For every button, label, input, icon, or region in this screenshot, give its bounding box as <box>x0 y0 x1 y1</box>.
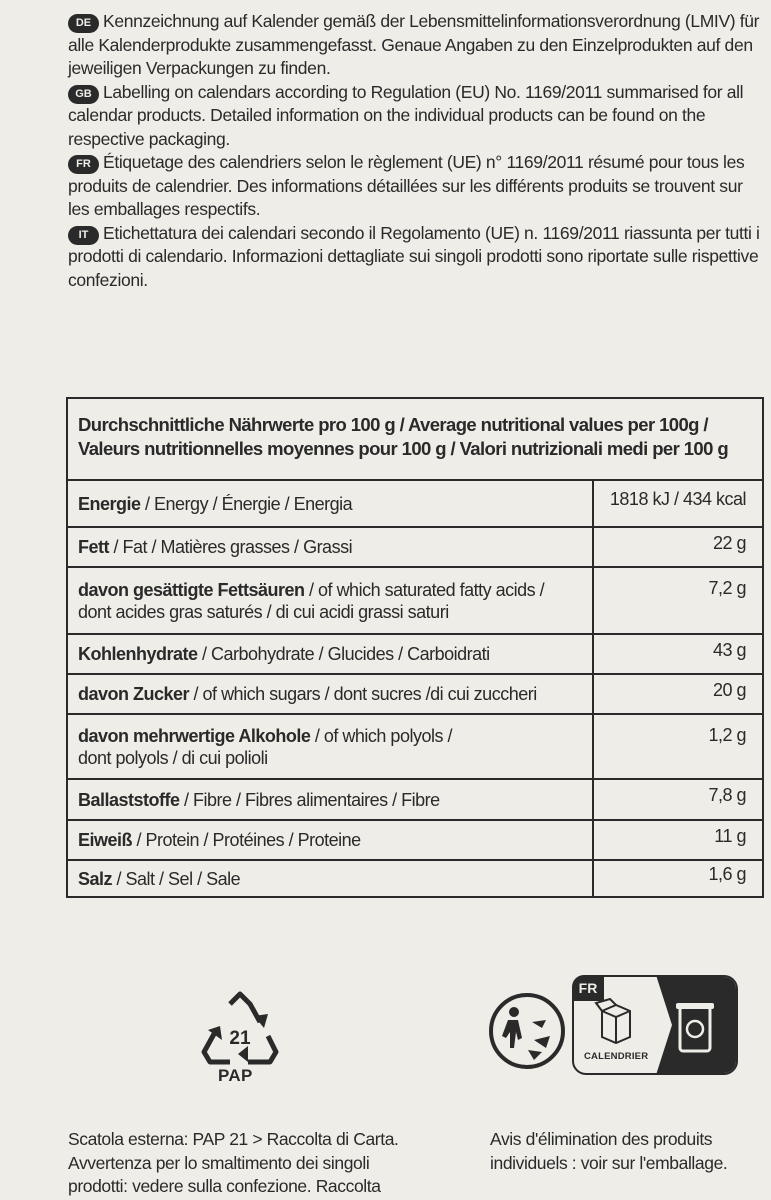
lang-badge-fr: FR <box>68 155 99 174</box>
intro-fr-text: Étiquetage des calendriers selon le règlement (UE) n° 1169/2011 résumé pour tous les produits de calendrier. Des informations détaillées sur les différents produits se trouvent sur les emballages respectifs. <box>68 152 745 219</box>
nutrition-label <box>68 675 594 713</box>
triman-caption: CALENDRIER <box>584 1051 649 1062</box>
nutrition-row-carbohydrate <box>68 633 762 673</box>
nutrition-label <box>68 528 594 566</box>
nutrient-name: davon gesättigte Fettsäuren <box>78 579 305 600</box>
lang-badge-it: IT <box>68 226 99 245</box>
nutrition-row-saturates <box>68 566 762 633</box>
nutrition-value: 1,2 g <box>708 725 746 745</box>
intro-text <box>68 10 764 292</box>
recycling-label: PAP <box>218 1066 253 1085</box>
intro-gb <box>68 81 764 152</box>
nutrient-translations: / Carbohydrate / Glucides / Carboidrati <box>197 644 490 664</box>
nutrient-name: Energie <box>78 493 141 514</box>
nutrition-label <box>68 821 594 859</box>
triman-person-arrows-icon <box>488 992 566 1070</box>
intro-fr <box>68 151 764 222</box>
intro-de-text: Kennzeichnung auf Kalender gemäß der Lebensmittelinformationsverordnung (LMIV) für alle Kalenderprodukte zusammengefasst. Genaue Angaben zu den Einzelprodukten auf den jeweiligen Verpackungen zu finden. <box>68 11 760 78</box>
nutrient-name: Eiweiß <box>78 830 133 850</box>
nutrient-name: davon Zucker <box>78 684 190 704</box>
lang-badge-gb: GB <box>68 85 99 104</box>
nutrient-translations: / of which sugars / dont sucres /di cui zuccheri <box>189 684 537 704</box>
recycling-code: 21 <box>229 1028 251 1049</box>
nutrition-value: 43 g <box>712 639 746 660</box>
disposal-text-fr: Avis d'élimination des produits individuels : voir sur l'emballage. <box>490 1129 728 1173</box>
nutrient-name: Salz <box>78 868 113 889</box>
nutrition-label <box>68 861 594 896</box>
nutrition-value: 7,2 g <box>708 578 746 598</box>
nutrient-translations: / Fat / Matières grasses / Grassi <box>109 537 353 557</box>
nutrition-value: 20 g <box>712 679 746 700</box>
nutrition-label <box>68 780 594 819</box>
nutrition-value: 7,8 g <box>708 785 746 805</box>
nutrition-label <box>68 715 594 778</box>
nutrient-name: Kohlenhydrate <box>78 644 198 664</box>
nutrient-translations: / of which saturated fatty acids / <box>304 579 545 600</box>
nutrition-row-polyols <box>68 713 762 778</box>
nutrition-row-fibre <box>68 778 762 819</box>
nutrition-row-fat <box>68 526 762 566</box>
nutrition-label <box>68 568 594 633</box>
nutrient-name: Ballaststoffe <box>78 789 180 810</box>
nutrition-value: 11 g <box>714 825 746 846</box>
nutrition-row-protein <box>68 819 762 859</box>
nutrient-translations-line2: dont polyols / di cui polioli <box>78 747 268 768</box>
nutrition-value: 22 g <box>712 532 746 553</box>
nutrition-row-salt <box>68 859 762 896</box>
disposal-text-it: Scatola esterna: PAP 21 > Raccolta di Carta. Avvertenza per lo smaltimento dei singoli prodotti: vedere sulla confezione. Raccolta <box>68 1129 399 1196</box>
nutrition-title <box>68 399 762 481</box>
nutrient-name: davon mehrwertige Alkohole <box>78 725 311 746</box>
nutrient-translations: / Protein / Protéines / Proteine <box>132 830 361 850</box>
nutrition-label <box>68 481 594 526</box>
nutrient-name: Fett <box>78 537 109 557</box>
nutrition-row-sugars <box>68 673 762 713</box>
nutrition-value: 1,6 g <box>708 864 746 884</box>
lang-badge-de: DE <box>68 14 99 33</box>
recycling-triangle-icon <box>198 990 282 1066</box>
nutrient-translations: / Energy / Énergie / Energia <box>140 493 353 514</box>
intro-gb-text: Labelling on calendars according to Regulation (EU) No. 1169/2011 summarised for all calendar products. Detailed information on the individual products can be found on the respective packaging. <box>68 81 744 149</box>
intro-it-text: Etichettatura dei calendari secondo il Regolamento (UE) n. 1169/2011 riassunta per tutti i prodotti di calendario. Informazioni dettagliate sui singoli prodotti sono riportate sulle rispettive confezioni. <box>68 222 760 290</box>
nutrient-translations: / of which polyols / <box>310 725 452 746</box>
intro-de <box>68 10 764 81</box>
nutrition-title-line1: Durchschnittliche Nährwerte pro 100 g / Average nutritional values per 100g / <box>78 414 708 435</box>
nutrition-table <box>66 397 764 898</box>
nutrition-label <box>68 635 594 673</box>
intro-it <box>68 222 764 293</box>
nutrition-title-line2: Valeurs nutritionnelles moyennes pour 100 g / Valori nutrizionali medi per 100 g <box>78 438 729 459</box>
nutrient-translations-line2: dont acides gras saturés / di cui acidi grassi saturi <box>78 601 449 622</box>
nutrition-row-energy <box>68 481 762 526</box>
triman-country-tab: FR <box>572 975 604 1001</box>
nutrition-value: 1818 kJ / 434 kcal <box>609 489 746 509</box>
nutrient-translations: / Salt / Sel / Sale <box>112 868 241 889</box>
nutrient-translations: / Fibre / Fibres alimentaires / Fibre <box>179 789 440 810</box>
